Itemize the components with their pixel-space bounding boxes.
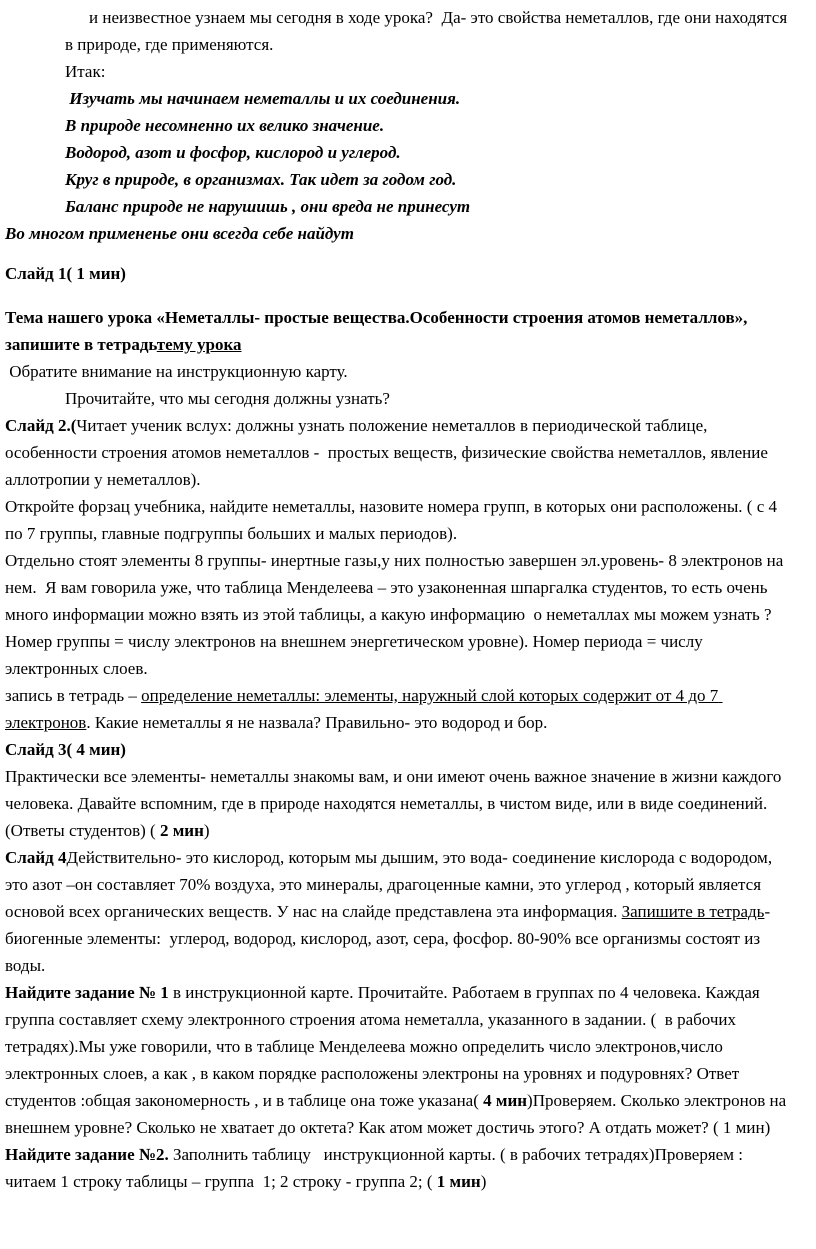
poem-line-3 bbox=[65, 139, 790, 166]
intro-text: и неизвестное узнаем мы сегодня в ходе урока? Да- это свойства неметаллов, где они находятся в природе, где применяются. bbox=[65, 8, 792, 54]
intro-paragraph bbox=[65, 4, 790, 58]
lesson-topic-heading bbox=[5, 304, 790, 358]
slide-3-label: Слайд 3( 4 мин) bbox=[5, 740, 126, 759]
lesson-topic-underlined: тему урока bbox=[156, 335, 242, 354]
task-2-minutes: 1 мин bbox=[436, 1172, 481, 1191]
poem-text-4: Круг в природе, в организмах. Так идет за годом год. bbox=[65, 170, 457, 189]
instruction-card-note bbox=[5, 358, 790, 385]
slide-3-paragraph bbox=[5, 763, 790, 844]
task-2-paren: ) bbox=[480, 1172, 487, 1191]
read-question-line bbox=[5, 385, 790, 412]
task-2-text: Заполнить таблицу инструкционной карты. ( в рабочих тетрадях)Проверяем : читаем 1 строку таблицы – группа 1; 2 строку - группа 2; ( bbox=[5, 1145, 748, 1191]
instruction-card-text: Обратите внимание на инструкционную карту. bbox=[5, 362, 348, 381]
lesson-topic-text: Тема нашего урока «Неметаллы- простые вещества.Особенности строения атомов неметаллов», запишите в тетрадь bbox=[5, 308, 752, 354]
slide-3-text: Практически все элементы- неметаллы знакомы вам, и они имеют очень важное значение в жизни каждого человека. Давайте вспомним, где в природе находятся неметаллы, в чистом виде, или в виде соединений. (Ответы студентов) ( bbox=[5, 767, 786, 840]
poem-text-5: Баланс природе не нарушишь , они вреда не принесут bbox=[65, 197, 471, 216]
poem-line-2 bbox=[65, 112, 790, 139]
task-1-label: Найдите задание № 1 bbox=[5, 983, 169, 1002]
poem-line-5 bbox=[65, 193, 790, 220]
task-2-paragraph bbox=[5, 1141, 790, 1195]
slide-3-paren: ) bbox=[203, 821, 210, 840]
task-1-paragraph bbox=[5, 979, 790, 1141]
poem-text-2: В природе несомненно их велико значение. bbox=[65, 116, 385, 135]
poem-line-6 bbox=[5, 220, 790, 247]
definition-tail: . Какие неметаллы я не назвала? Правильно- это водород и бор. bbox=[86, 713, 548, 732]
read-question-text: Прочитайте, что мы сегодня должны узнать? bbox=[65, 389, 390, 408]
slide-1-label: Слайд 1( 1 мин) bbox=[5, 264, 126, 283]
groups-text: Отдельно стоят элементы 8 группы- инертные газы,у них полностью завершен эл.уровень- 8 электронов на нем. Я вам говорила уже, что таблица Менделеева – это узаконенная шпаргалка студентов, то есть очень много информации можно взять из этой таблицы, а какую информацию о неметаллах мы можем узнать ? Номер группы = числу электронов на внешнем энергетическом уровне). Номер периода = числу электронных слоев. bbox=[5, 551, 788, 678]
itak-text: Итак: bbox=[65, 62, 106, 81]
itak-line bbox=[65, 58, 790, 85]
definition-paragraph bbox=[5, 682, 790, 736]
groups-paragraph bbox=[5, 547, 790, 682]
slide-4-underlined: Запишите в тетрадь bbox=[621, 902, 765, 921]
slide-4-label: Слайд 4 bbox=[5, 848, 67, 867]
slide-2-text: Читает ученик вслух: должны узнать положение неметаллов в периодической таблице, особенности строения атомов неметаллов - простых веществ, физические свойства неметаллов, явление аллотропии у неметаллов). bbox=[5, 416, 773, 489]
forzac-paragraph bbox=[5, 493, 790, 547]
definition-underlined: определение неметаллы: элементы, наружный слой которых содержит от 4 до 7 электронов bbox=[5, 686, 723, 732]
poem-text-3: Водород, азот и фосфор, кислород и углерод. bbox=[65, 143, 401, 162]
poem-text-6: Во многом примененье они всегда себе найдут bbox=[5, 224, 354, 243]
slide-3-heading bbox=[5, 736, 790, 763]
slide-3-minutes: 2 мин bbox=[159, 821, 204, 840]
task-1-tail: )Проверяем. Сколько электронов на внешнем уровне? Сколько не хватает до октета? Как атом может достичь этого? А отдать может? ( 1 мин) bbox=[5, 1091, 791, 1137]
slide-2-paragraph bbox=[5, 412, 790, 493]
slide-1-heading bbox=[5, 260, 790, 287]
task-1-minutes: 4 мин bbox=[483, 1091, 528, 1110]
poem-line-1 bbox=[65, 85, 790, 112]
task-2-label: Найдите задание №2. bbox=[5, 1145, 169, 1164]
forzac-text: Откройте форзац учебника, найдите неметаллы, назовите номера групп, в которых они расположены. ( с 4 по 7 группы, главные подгруппы больших и малых периодов). bbox=[5, 497, 782, 543]
poem-line-4 bbox=[65, 166, 790, 193]
slide-2-label: Слайд 2.( bbox=[5, 416, 77, 435]
slide-4-tail: -биогенные элементы: углерод, водород, кислород, азот, сера, фосфор. 80-90% все организмы состоят из воды. bbox=[5, 902, 771, 975]
slide-4-text: Действительно- это кислород, которым мы дышим, это вода- соединение кислорода с водородом, это азот –он составляет 70% воздуха, это минералы, драгоценные камни, это углерод , который является основой всех органических веществ. У нас на слайде представлена эта информация. bbox=[5, 848, 777, 921]
slide-4-paragraph bbox=[5, 844, 790, 979]
definition-lead: запись в тетрадь – bbox=[5, 686, 142, 705]
task-1-text: в инструкционной карте. Прочитайте. Работаем в группах по 4 человека. Каждая группа составляет схему электронного строения атома неметалла, указанного в задании. ( в рабочих тетрадях).Мы уже говорили, что в таблице Менделеева можно определить число электронов,число электронных слоев, а как , в каком порядке расположены электроны на уровнях и подуровнях? Ответ студентов :общая закономерность , и в таблице она тоже указана( bbox=[5, 983, 764, 1110]
poem-text-1: Изучать мы начинаем неметаллы и их соединения. bbox=[65, 89, 461, 108]
